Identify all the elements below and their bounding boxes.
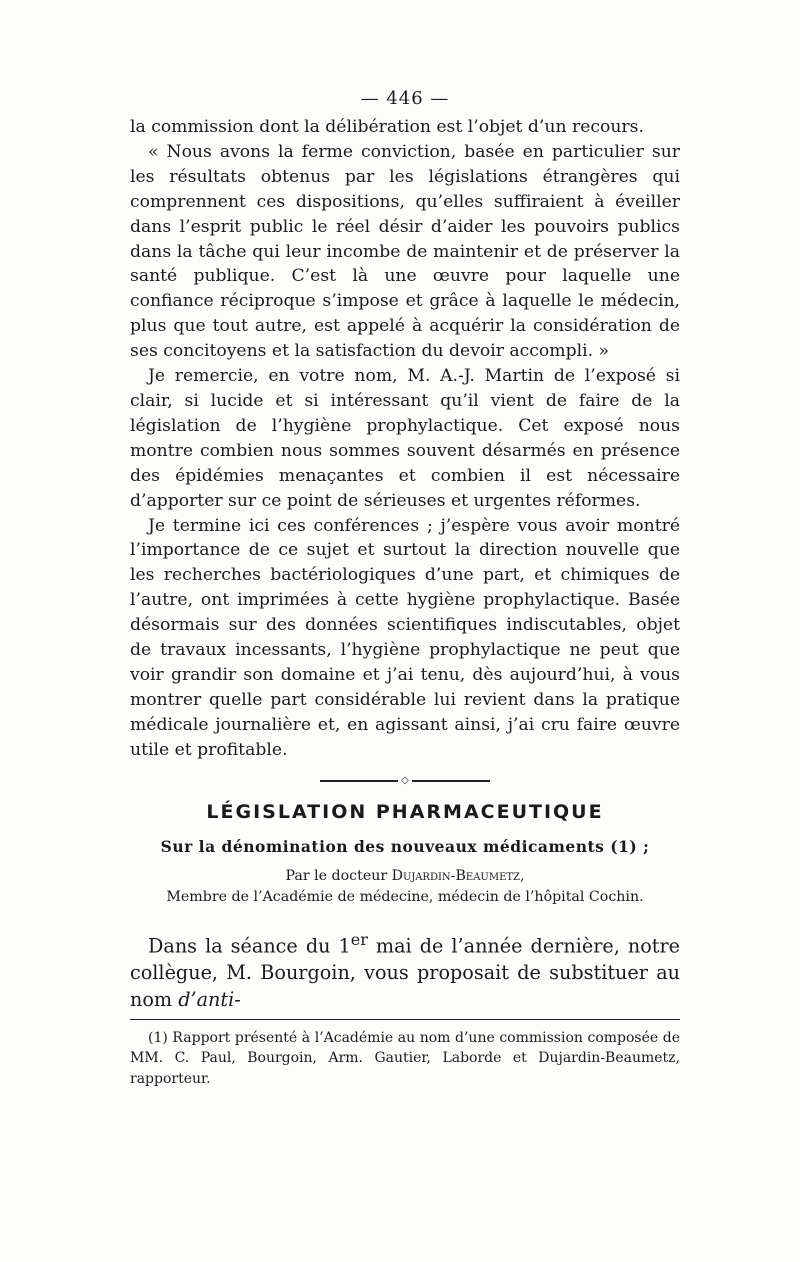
paragraph-conclusion: Je termine ici ces conférences ; j’espère vous avoir montré l’importance de ce sujet et surtout la direction nouvelle que les recherches bactériologiques d’une part, et chimiques de l’autre, ont imprimées à cette hygiène prophylactique. Basée désormais sur des données scientifiques indiscutables, objet de travaux incessants, l’hygiène prophylactique ne peut que voir grandir son domaine et j’ai tenu, dès aujourd’hui, à vous montrer quelle part considérable lui revient dans la pratique médicale journalière et, en agissant ainsi, j’ai cru faire œuvre utile et profitable.: [130, 515, 680, 760]
document-page: [130, 88, 680, 1089]
author-name: Dujardin-Beaumetz,: [391, 867, 525, 884]
author-affiliation: Membre de l’Académie de médecine, médecin de l’hôpital Cochin.: [166, 888, 644, 905]
paragraph-new-section: [130, 926, 680, 1013]
new-paragraph-middle: mai de l’année dernière, notre collègue, M. Bourgoin, vous proposait de substituer au nom: [130, 933, 681, 1011]
footnote: (1) Rapport présenté à l’Académie au nom d’une commission composée de MM. C. Paul, Bourgoin, Arm. Gautier, Laborde et Dujardin-Beaumetz, rapporteur.: [130, 1029, 680, 1087]
footnote-rule: [130, 1019, 680, 1020]
paragraph-continuation: la commission dont la délibération est l’objet d’un recours.: [130, 117, 644, 137]
section-title: LÉGISLATION PHARMACEUTIQUE: [206, 800, 604, 823]
divider-ornament-icon: ◇: [401, 774, 409, 786]
paragraph-thanks: Je remercie, en votre nom, M. A.-J. Martin de l’exposé si clair, si lucide et si intéressant qu’il vient de faire de la législation de l’hygiène prophylactique. Cet exposé nous montre combien nous sommes souvent désarmés en présence des épidémies menaçantes et combien il est nécessaire d’apporter sur ce point de sérieuses et urgentes réformes.: [130, 366, 680, 511]
new-paragraph-italic: d’anti-: [178, 987, 241, 1011]
byline: [130, 866, 680, 887]
byline-prefix: Par le docteur: [285, 867, 388, 884]
ordinal-superscript: er: [350, 929, 368, 949]
section-divider: [320, 775, 490, 787]
new-paragraph-start: Dans la séance du 1: [148, 933, 351, 957]
paragraph-quote: « Nous avons la ferme conviction, basée en particulier sur les résultats obtenus par les législations étrangères qui comprennent ces dispositions, qu’elles suffiraient à éveiller dans l’esprit public le réel désir d’aider les pouvoirs publics dans la tâche qui leur incombe de maintenir et de préserver la santé publique. C’est là une œuvre pour laquelle une confiance réciproque s’impose et grâce à laquelle le médecin, plus que tout autre, est appelé à acquérir la considération de ses concitoyens et la satisfaction du devoir accompli. »: [130, 141, 680, 362]
page-number: — 446 —: [360, 88, 450, 109]
section-subtitle: Sur la dénomination des nouveaux médicaments (1) ;: [160, 836, 650, 856]
